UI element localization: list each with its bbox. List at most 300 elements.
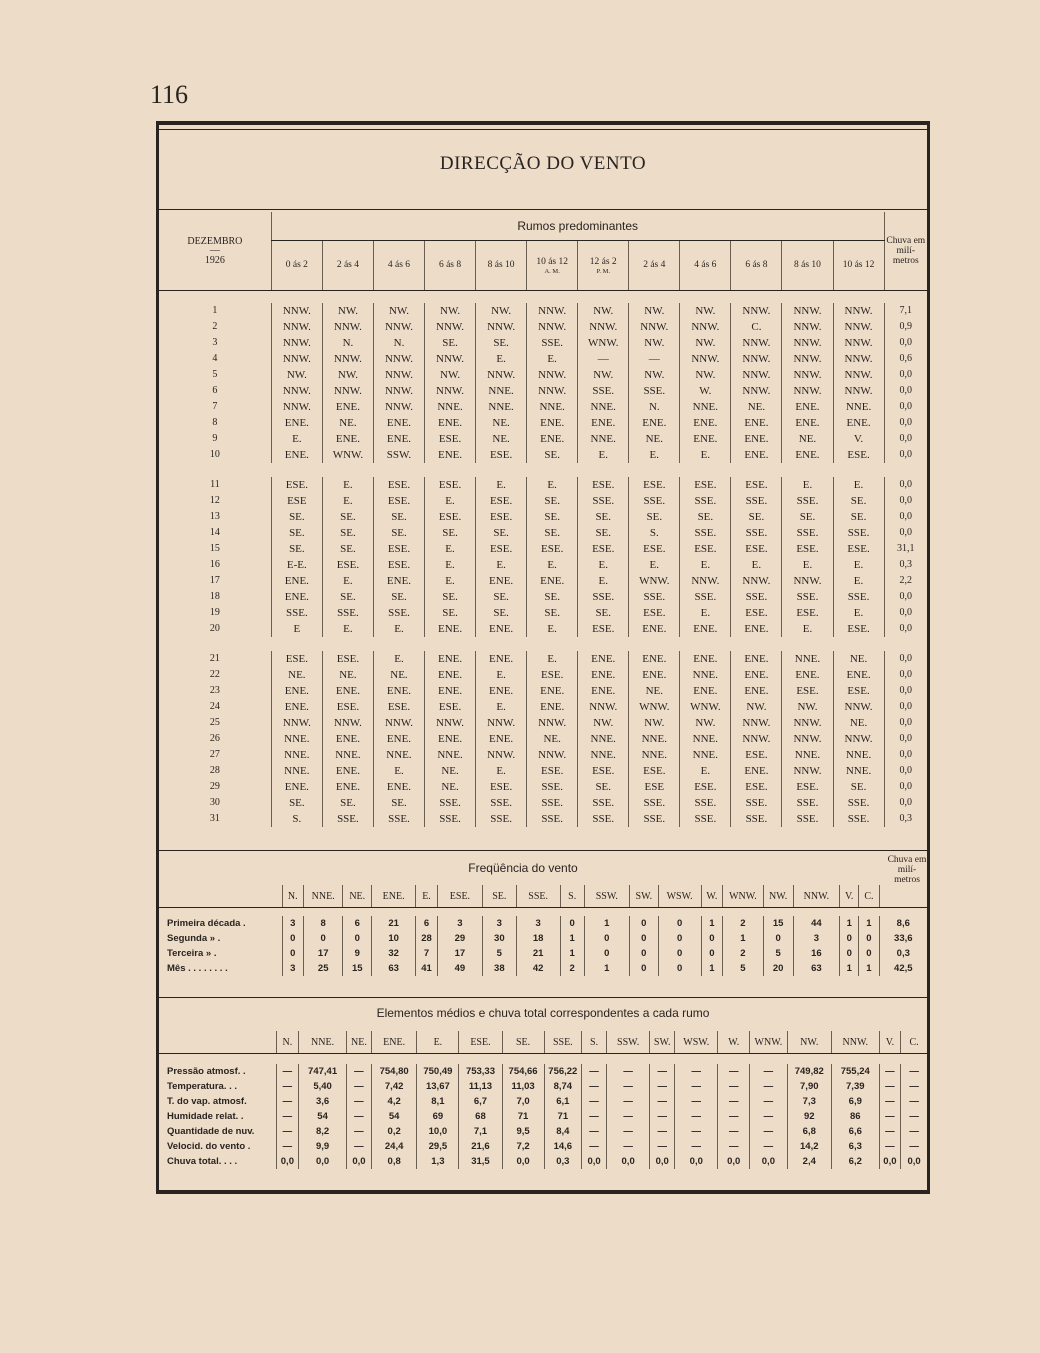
rain-cell: 0,0: [884, 763, 927, 779]
time-column-header: [782, 241, 833, 291]
direction-cell: NE.: [731, 399, 782, 415]
rain-cell: 2,2: [884, 573, 927, 589]
direction-cell: SSE.: [782, 493, 833, 509]
rain-cell: 0,0: [884, 399, 927, 415]
direction-cell: NW.: [578, 303, 629, 319]
table-row: [159, 573, 927, 589]
frequency-cell: 0: [840, 946, 859, 961]
direction-cell: ENE.: [731, 621, 782, 637]
direction-cell: ENE.: [322, 431, 373, 447]
direction-cell: ENE.: [731, 683, 782, 699]
table-row: [159, 1109, 927, 1124]
frequency-column-header: S.: [560, 885, 584, 908]
element-cell: —: [718, 1124, 750, 1139]
direction-cell: ENE.: [527, 683, 578, 699]
element-cell: 7,39: [831, 1079, 879, 1094]
direction-cell: E: [271, 621, 322, 637]
frequency-cell: 25: [304, 961, 343, 976]
direction-cell: SSE.: [476, 795, 527, 811]
element-cell: —: [607, 1139, 650, 1154]
direction-cell: NNW.: [833, 335, 884, 351]
frequency-cell: 30: [483, 931, 516, 946]
frequency-cell: 0: [840, 931, 859, 946]
day-cell: 3: [212, 337, 218, 348]
frequency-column-header: NE.: [343, 885, 372, 908]
direction-cell: S.: [629, 525, 680, 541]
table-row: [159, 779, 927, 795]
direction-cell: ENE.: [425, 683, 476, 699]
element-cell: —: [607, 1064, 650, 1079]
frequency-column-header: SW.: [629, 885, 658, 908]
direction-cell: ESE.: [629, 477, 680, 493]
direction-cell: E.: [833, 557, 884, 573]
frequency-cell: 0: [701, 931, 722, 946]
element-cell: —: [582, 1109, 607, 1124]
direction-cell: ESE.: [527, 667, 578, 683]
frequency-cell: 1: [584, 961, 629, 976]
direction-cell: E.: [476, 667, 527, 683]
time-column-header: [629, 241, 680, 291]
direction-cell: NNW.: [833, 303, 884, 319]
direction-cell: SE.: [527, 589, 578, 605]
rain-cell: 0,0: [884, 651, 927, 667]
direction-cell: NNE.: [680, 399, 731, 415]
direction-cell: NNW.: [373, 383, 424, 399]
direction-cell: NW.: [322, 367, 373, 383]
table-frame: [156, 121, 930, 1194]
frequency-cell: 32: [372, 946, 416, 961]
frequency-cell: 1: [840, 961, 859, 976]
direction-cell: NNW.: [731, 335, 782, 351]
direction-cell: ENE.: [476, 651, 527, 667]
element-cell: —: [879, 1124, 901, 1139]
frequency-cell: 20: [763, 961, 793, 976]
element-cell: 8,4: [544, 1124, 581, 1139]
frequency-column-header: NNE.: [304, 885, 343, 908]
element-cell: —: [582, 1139, 607, 1154]
table-row: [159, 1124, 927, 1139]
elements-column-header: C.: [901, 1031, 927, 1054]
direction-cell: NNW.: [425, 715, 476, 731]
direction-cell: ESE.: [425, 699, 476, 715]
direction-cell: V.: [833, 431, 884, 447]
rain-cell: 0,6: [884, 351, 927, 367]
element-cell: 13,67: [417, 1079, 459, 1094]
direction-cell: ENE.: [373, 573, 424, 589]
direction-cell: NNW.: [833, 351, 884, 367]
element-cell: 0,0: [582, 1154, 607, 1169]
direction-cell: ENE.: [271, 683, 322, 699]
direction-cell: N.: [373, 335, 424, 351]
element-cell: 753,33: [459, 1064, 502, 1079]
elements-column-header: NE.: [346, 1031, 371, 1054]
element-cell: 0,0: [299, 1154, 347, 1169]
direction-cell: ESE.: [629, 605, 680, 621]
direction-cell: NNE.: [629, 731, 680, 747]
direction-cell: SE.: [527, 509, 578, 525]
table-row: [159, 699, 927, 715]
time-column-header: [833, 241, 884, 291]
element-cell: —: [879, 1109, 901, 1124]
frequency-column-header: SSE.: [516, 885, 560, 908]
frequency-cell: 29: [437, 931, 482, 946]
frequency-cell: 3: [437, 916, 482, 931]
direction-cell: NE.: [629, 683, 680, 699]
frequency-column-header: SE.: [483, 885, 516, 908]
element-cell: 6,8: [787, 1124, 831, 1139]
direction-cell: NW.: [271, 367, 322, 383]
page-number: 116: [150, 80, 189, 109]
direction-cell: NNE.: [322, 747, 373, 763]
direction-cell: SSE.: [833, 589, 884, 605]
direction-cell: NNE.: [833, 747, 884, 763]
direction-cell: E.: [680, 605, 731, 621]
time-column-sublabel: A. M.: [544, 267, 560, 275]
elements-column-header: NW.: [787, 1031, 831, 1054]
direction-cell: ESE.: [833, 541, 884, 557]
element-cell: 3,6: [299, 1094, 347, 1109]
frequency-cell: 63: [372, 961, 416, 976]
element-cell: —: [718, 1064, 750, 1079]
time-column-label: 6 ás 8: [745, 260, 768, 270]
direction-cell: NE.: [271, 667, 322, 683]
direction-cell: E.: [271, 431, 322, 447]
element-cell: 29,5: [417, 1139, 459, 1154]
elements-column-header: N.: [276, 1031, 299, 1054]
frequency-cell: 2: [723, 916, 764, 931]
element-cell: 7,3: [787, 1094, 831, 1109]
element-cell: 11,03: [502, 1079, 544, 1094]
frequency-cell: 0: [629, 931, 658, 946]
direction-cell: E.: [425, 541, 476, 557]
day-cell: 9: [212, 433, 218, 444]
direction-cell: NNW.: [271, 383, 322, 399]
direction-cell: NNW.: [578, 319, 629, 335]
element-cell: —: [718, 1139, 750, 1154]
element-cell: 0,0: [879, 1154, 901, 1169]
element-cell: —: [675, 1124, 718, 1139]
elements-column-header: WSW.: [675, 1031, 718, 1054]
direction-cell: ENE.: [373, 415, 424, 431]
element-cell: 7,2: [502, 1139, 544, 1154]
direction-cell: ENE.: [782, 415, 833, 431]
element-cell: 754,66: [502, 1064, 544, 1079]
direction-cell: ENE.: [680, 415, 731, 431]
time-column-header: [527, 241, 578, 291]
direction-cell: NW.: [629, 303, 680, 319]
element-cell: —: [346, 1124, 371, 1139]
direction-cell: SSE.: [731, 795, 782, 811]
rain-cell: 33,6: [879, 931, 927, 946]
direction-cell: NE.: [425, 763, 476, 779]
time-column-header: [731, 241, 782, 291]
direction-cell: E.: [680, 763, 731, 779]
direction-cell: SSE.: [731, 493, 782, 509]
direction-cell: NNW.: [782, 303, 833, 319]
direction-cell: NE.: [373, 667, 424, 683]
direction-cell: ESE.: [373, 477, 424, 493]
row-label: Temperatura. . .: [167, 1081, 238, 1092]
direction-cell: SSE.: [425, 795, 476, 811]
direction-cell: ESE.: [578, 541, 629, 557]
direction-cell: SSE.: [731, 589, 782, 605]
element-cell: 31,5: [459, 1154, 502, 1169]
direction-cell: WNW.: [680, 699, 731, 715]
table-row: [159, 399, 927, 415]
element-cell: 9,5: [502, 1124, 544, 1139]
direction-cell: ESE.: [731, 747, 782, 763]
day-cell: 29: [209, 781, 220, 792]
rain-cell: 0,0: [884, 779, 927, 795]
frequency-cell: 28: [416, 931, 437, 946]
direction-cell: ESE.: [527, 541, 578, 557]
direction-cell: ENE.: [680, 621, 731, 637]
element-cell: 0,0: [346, 1154, 371, 1169]
direction-cell: E.: [731, 557, 782, 573]
element-cell: —: [750, 1079, 787, 1094]
direction-cell: NW.: [629, 335, 680, 351]
table-row: [159, 916, 927, 931]
direction-cell: ESE.: [833, 621, 884, 637]
frequency-cell: 0: [282, 946, 303, 961]
direction-cell: C.: [731, 319, 782, 335]
frequency-cell: 17: [437, 946, 482, 961]
direction-cell: SE.: [476, 525, 527, 541]
direction-cell: ENE.: [527, 699, 578, 715]
element-cell: 6,2: [831, 1154, 879, 1169]
direction-cell: SE.: [527, 605, 578, 621]
frequency-cell: 1: [584, 916, 629, 931]
direction-cell: E-E.: [271, 557, 322, 573]
direction-cell: ENE.: [629, 651, 680, 667]
day-cell: 30: [209, 797, 220, 808]
direction-cell: ENE.: [373, 431, 424, 447]
frequency-cell: 6: [343, 916, 372, 931]
element-cell: 749,82: [787, 1064, 831, 1079]
direction-cell: NE.: [629, 431, 680, 447]
direction-cell: ENE.: [578, 415, 629, 431]
frequency-column-header: W.: [701, 885, 722, 908]
direction-cell: SE.: [833, 779, 884, 795]
table-row: [159, 1139, 927, 1154]
direction-cell: E.: [527, 651, 578, 667]
direction-cell: NNW.: [833, 367, 884, 383]
element-cell: 8,2: [299, 1124, 347, 1139]
element-cell: —: [276, 1079, 299, 1094]
frequency-column-header: C.: [859, 885, 879, 908]
day-cell: 26: [209, 733, 220, 744]
direction-cell: ENE.: [322, 779, 373, 795]
direction-cell: ENE.: [373, 683, 424, 699]
direction-cell: SE.: [373, 509, 424, 525]
element-cell: —: [276, 1124, 299, 1139]
frequency-cell: 10: [372, 931, 416, 946]
direction-cell: NE.: [833, 651, 884, 667]
direction-cell: SSE.: [578, 811, 629, 827]
direction-cell: SE.: [322, 525, 373, 541]
day-cell: 16: [209, 559, 220, 570]
direction-cell: SSE.: [680, 525, 731, 541]
direction-cell: ESE.: [476, 509, 527, 525]
elements-column-header: SE.: [502, 1031, 544, 1054]
direction-cell: NNW.: [373, 367, 424, 383]
frequency-cell: 0: [282, 931, 303, 946]
direction-cell: NNW.: [271, 351, 322, 367]
frequency-cell: 6: [416, 916, 437, 931]
row-label: Segunda » .: [167, 933, 221, 944]
direction-cell: ENE.: [629, 415, 680, 431]
direction-cell: NNW.: [629, 319, 680, 335]
direction-cell: NNW.: [680, 351, 731, 367]
element-cell: 69: [417, 1109, 459, 1124]
frequency-cell: 0: [658, 931, 701, 946]
direction-cell: NNW.: [680, 319, 731, 335]
day-cell: 12: [209, 495, 220, 506]
direction-cell: ENE.: [322, 399, 373, 415]
element-cell: 8,74: [544, 1079, 581, 1094]
rain-cell: 0,0: [884, 667, 927, 683]
element-cell: —: [276, 1094, 299, 1109]
direction-cell: ESE.: [322, 699, 373, 715]
direction-cell: SSE.: [629, 811, 680, 827]
element-cell: 6,3: [831, 1139, 879, 1154]
direction-cell: ENE.: [476, 683, 527, 699]
frequency-column-header: NW.: [763, 885, 793, 908]
day-cell: 28: [209, 765, 220, 776]
element-cell: 68: [459, 1109, 502, 1124]
element-cell: —: [650, 1064, 675, 1079]
element-cell: 92: [787, 1109, 831, 1124]
day-cell: 5: [212, 369, 218, 380]
time-column-label: 10 ás 12: [536, 256, 568, 267]
table-row: [159, 335, 927, 351]
time-column-header: [680, 241, 731, 291]
day-cell: 4: [212, 353, 218, 364]
direction-cell: NNW.: [476, 715, 527, 731]
time-column-header: [476, 241, 527, 291]
direction-cell: NNW.: [271, 335, 322, 351]
element-cell: —: [650, 1094, 675, 1109]
element-cell: 0,0: [650, 1154, 675, 1169]
direction-cell: ESE.: [731, 541, 782, 557]
direction-cell: NNE.: [680, 667, 731, 683]
direction-cell: ENE.: [782, 399, 833, 415]
direction-cell: NNW.: [680, 573, 731, 589]
frequency-cell: 21: [372, 916, 416, 931]
direction-cell: NNW.: [578, 699, 629, 715]
direction-cell: NNE.: [476, 383, 527, 399]
direction-cell: ENE.: [680, 683, 731, 699]
day-cell: 10: [209, 449, 220, 460]
direction-cell: ESE.: [373, 699, 424, 715]
direction-cell: ENE.: [782, 447, 833, 463]
direction-cell: E.: [322, 573, 373, 589]
elements-column-header: ENE.: [371, 1031, 416, 1054]
direction-cell: SE.: [271, 541, 322, 557]
time-column-label: 8 ás 10: [487, 260, 515, 270]
frequency-cell: 7: [416, 946, 437, 961]
element-cell: 54: [299, 1109, 347, 1124]
direction-cell: SSE.: [629, 795, 680, 811]
frequency-column-header: ESE.: [437, 885, 482, 908]
direction-cell: SE.: [322, 509, 373, 525]
direction-cell: NNW.: [731, 731, 782, 747]
direction-cell: SE.: [476, 335, 527, 351]
frequency-column-header: NNW.: [793, 885, 840, 908]
rain-cell: 8,6: [879, 916, 927, 931]
direction-cell: E.: [373, 621, 424, 637]
table-row: [159, 525, 927, 541]
direction-cell: E.: [680, 557, 731, 573]
element-cell: —: [346, 1079, 371, 1094]
direction-cell: SE.: [271, 525, 322, 541]
element-cell: —: [650, 1139, 675, 1154]
direction-cell: NNE.: [527, 399, 578, 415]
direction-cell: ENE.: [271, 699, 322, 715]
table-row: [159, 621, 927, 637]
direction-cell: SE.: [373, 589, 424, 605]
table-row: [159, 415, 927, 431]
day-cell: 19: [209, 607, 220, 618]
direction-cell: NNW.: [782, 573, 833, 589]
direction-cell: NE.: [322, 415, 373, 431]
direction-cell: ESE.: [731, 477, 782, 493]
direction-cell: ENE.: [271, 447, 322, 463]
direction-cell: NW.: [425, 367, 476, 383]
direction-cell: NNW.: [425, 319, 476, 335]
page-title: DIRECÇÃO DO VENTO: [439, 153, 647, 174]
direction-cell: SSE.: [578, 493, 629, 509]
direction-cell: SSE.: [373, 811, 424, 827]
table-row: [159, 763, 927, 779]
element-cell: 4,2: [371, 1094, 416, 1109]
direction-cell: E.: [527, 477, 578, 493]
element-cell: —: [346, 1094, 371, 1109]
direction-cell: NNW.: [782, 715, 833, 731]
element-cell: 24,4: [371, 1139, 416, 1154]
direction-cell: WNW.: [629, 699, 680, 715]
element-cell: —: [607, 1094, 650, 1109]
day-cell: 21: [209, 653, 220, 664]
rain-cell: 0,0: [884, 621, 927, 637]
frequency-cell: 18: [516, 931, 560, 946]
table-row: [159, 383, 927, 399]
frequency-column-header: V.: [840, 885, 859, 908]
rain-cell: 0,0: [884, 589, 927, 605]
direction-cell: E.: [833, 573, 884, 589]
direction-cell: SSE.: [782, 795, 833, 811]
element-cell: —: [346, 1139, 371, 1154]
direction-cell: ENE.: [322, 731, 373, 747]
direction-cell: NNW.: [731, 715, 782, 731]
element-cell: —: [582, 1124, 607, 1139]
direction-cell: SE.: [680, 509, 731, 525]
direction-cell: SSE.: [680, 493, 731, 509]
element-cell: 0,8: [371, 1154, 416, 1169]
direction-cell: SSE.: [578, 589, 629, 605]
direction-cell: NNW.: [833, 319, 884, 335]
direction-cell: ENE.: [578, 651, 629, 667]
direction-cell: ESE.: [373, 541, 424, 557]
direction-cell: NNW.: [527, 383, 578, 399]
direction-cell: ESE.: [322, 557, 373, 573]
element-cell: —: [750, 1094, 787, 1109]
direction-cell: ESE.: [731, 779, 782, 795]
direction-cell: SE.: [271, 509, 322, 525]
rain-cell: 0,3: [884, 557, 927, 573]
direction-cell: E.: [373, 651, 424, 667]
frequency-cell: 1: [560, 946, 584, 961]
